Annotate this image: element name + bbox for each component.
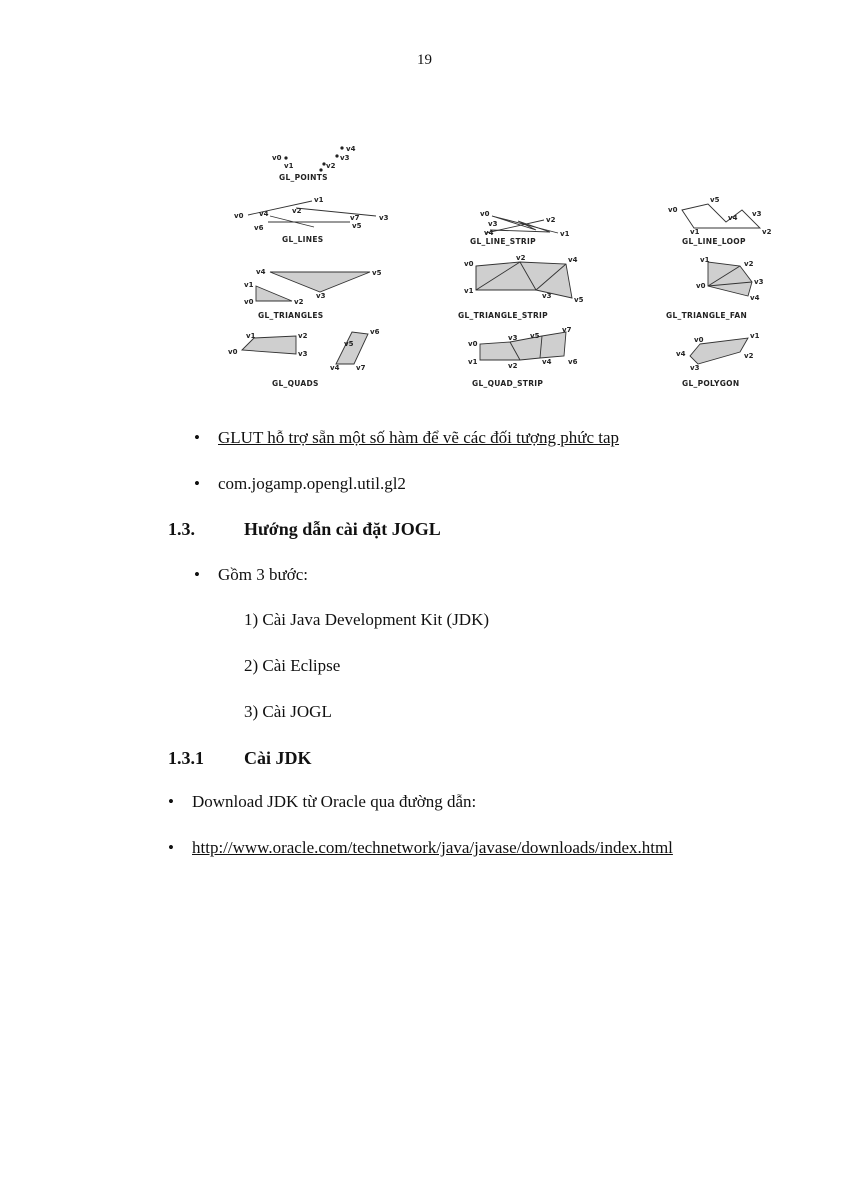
bullet-download-jdk: • Download JDK từ Oracle qua đường dẫn:	[168, 792, 477, 811]
svg-text:v4: v4	[676, 350, 686, 358]
oracle-download-link[interactable]: http://www.oracle.com/technetwork/java/javase/downloads/index.html	[192, 838, 673, 857]
svg-text:v5: v5	[530, 332, 540, 340]
label: v3	[340, 154, 350, 162]
svg-text:v5: v5	[574, 296, 584, 304]
svg-text:v4: v4	[542, 358, 552, 366]
svg-text:v3: v3	[752, 210, 762, 218]
panel-gl-triangles	[244, 268, 382, 320]
caption: GL_TRIANGLE_STRIP	[458, 311, 548, 320]
svg-text:v5: v5	[352, 222, 362, 230]
step-3: 3) Cài JOGL	[244, 702, 332, 721]
svg-text:v0: v0	[468, 340, 478, 348]
svg-text:v0: v0	[696, 282, 706, 290]
bullet-jogamp: • com.jogamp.opengl.util.gl2	[194, 474, 406, 493]
caption: GL_TRIANGLE_FAN	[666, 311, 748, 320]
label: v4	[346, 145, 356, 153]
caption: GL_QUAD_STRIP	[472, 379, 544, 388]
svg-text:v2: v2	[292, 207, 302, 215]
svg-text:v1: v1	[690, 228, 700, 236]
svg-text:v2: v2	[744, 260, 754, 268]
bullet-oracle-link: • http://www.oracle.com/technetwork/java/javase/downloads/index.html	[168, 838, 673, 857]
bullet-glut: • GLUT hỗ trợ sẵn một số hàm để vẽ các đối tượng phức tap	[194, 428, 620, 447]
svg-text:v0: v0	[480, 210, 490, 218]
svg-text:v4: v4	[728, 214, 738, 222]
panel-gl-line-strip	[470, 210, 570, 246]
panel-gl-quads	[228, 328, 380, 388]
bullet-text: GLUT hỗ trợ sẵn một số hàm để vẽ các đối tượng phức tap	[218, 428, 620, 447]
svg-text:v4: v4	[568, 256, 578, 264]
svg-text:v2: v2	[294, 298, 304, 306]
panel-gl-points	[272, 145, 356, 182]
svg-text:v0: v0	[228, 348, 238, 356]
svg-text:v7: v7	[356, 364, 366, 372]
bullet-text: com.jogamp.opengl.util.gl2	[218, 474, 406, 493]
panel-gl-quad-strip	[468, 326, 578, 388]
svg-text:v7: v7	[350, 214, 360, 222]
opengl-primitives-figure	[224, 138, 786, 398]
svg-text:v5: v5	[344, 340, 354, 348]
svg-text:v4: v4	[750, 294, 760, 302]
svg-text:v1: v1	[464, 287, 474, 295]
svg-text:v6: v6	[568, 358, 578, 366]
panel-gl-triangle-fan	[666, 256, 764, 320]
opengl-primitives-diagram	[224, 138, 786, 398]
svg-text:v2: v2	[744, 352, 754, 360]
caption: GL_TRIANGLES	[258, 311, 324, 320]
svg-text:v7: v7	[562, 326, 572, 334]
svg-text:v3: v3	[690, 364, 700, 372]
page-number: 19	[417, 52, 432, 68]
section-number: 1.3.1	[168, 748, 204, 768]
label: v2	[326, 162, 336, 170]
caption: GL_POLYGON	[682, 379, 740, 388]
svg-text:v0: v0	[694, 336, 704, 344]
svg-text:v3: v3	[508, 334, 518, 342]
svg-text:v4: v4	[484, 229, 494, 237]
label: v0	[272, 154, 282, 162]
svg-text:v3: v3	[488, 220, 498, 228]
step-2: 2) Cài Eclipse	[244, 656, 341, 675]
svg-text:v2: v2	[508, 362, 518, 370]
svg-text:v4: v4	[259, 210, 269, 218]
section-1-3-heading	[168, 519, 441, 540]
svg-text:v3: v3	[379, 214, 389, 222]
svg-text:v0: v0	[464, 260, 474, 268]
svg-text:v0: v0	[668, 206, 678, 214]
section-title: Hướng dẫn cài đặt JOGL	[244, 519, 441, 539]
svg-text:v3: v3	[298, 350, 308, 358]
bullet-steps-intro: • Gồm 3 bước:	[194, 565, 308, 584]
section-1-3-1-heading	[168, 748, 312, 769]
svg-text:v2: v2	[298, 332, 308, 340]
svg-text:v6: v6	[254, 224, 264, 232]
panel-gl-lines-text	[234, 196, 389, 244]
panel-gl-polygon	[676, 332, 760, 388]
svg-text:v1: v1	[750, 332, 760, 340]
svg-text:v6: v6	[370, 328, 380, 336]
section-number: 1.3.	[168, 519, 195, 539]
svg-text:v3: v3	[542, 292, 552, 300]
caption: GL_LINES	[282, 235, 324, 244]
svg-text:v1: v1	[700, 256, 710, 264]
caption: GL_LINE_STRIP	[470, 237, 536, 246]
svg-text:v2: v2	[516, 254, 526, 262]
svg-text:v1: v1	[314, 196, 324, 204]
svg-text:v1: v1	[244, 281, 254, 289]
step-1: 1) Cài Java Development Kit (JDK)	[244, 610, 490, 629]
svg-text:v3: v3	[754, 278, 764, 286]
svg-text:v0: v0	[234, 212, 244, 220]
section-title: Cài JDK	[244, 748, 312, 768]
svg-text:v1: v1	[246, 332, 256, 340]
svg-text:v4: v4	[330, 364, 340, 372]
svg-text:v5: v5	[372, 269, 382, 277]
svg-text:v1: v1	[560, 230, 570, 238]
svg-text:v4: v4	[256, 268, 266, 276]
svg-text:v1: v1	[468, 358, 478, 366]
svg-text:v0: v0	[244, 298, 254, 306]
caption: GL_POINTS	[279, 173, 328, 182]
caption: GL_LINE_LOOP	[682, 237, 746, 246]
caption: GL_QUADS	[272, 379, 319, 388]
bullet-text: Download JDK từ Oracle qua đường dẫn:	[192, 792, 477, 811]
svg-text:v2: v2	[546, 216, 556, 224]
bullet-text: Gồm 3 bước:	[218, 565, 308, 584]
svg-text:v3: v3	[316, 292, 326, 300]
label: v1	[284, 162, 294, 170]
svg-text:v2: v2	[762, 228, 772, 236]
panel-gl-line-loop	[668, 196, 772, 246]
svg-text:v5: v5	[710, 196, 720, 204]
panel-gl-triangle-strip	[458, 254, 584, 320]
